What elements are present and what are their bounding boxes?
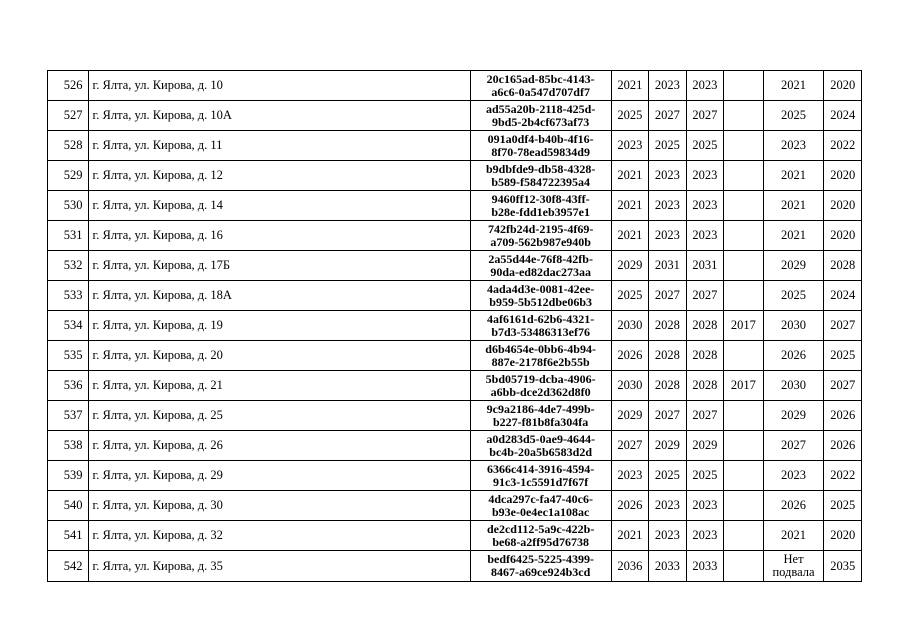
year-cell-y6: 2035 (824, 551, 862, 582)
year-cell-y3: 2028 (686, 371, 724, 401)
year-cell-y4 (724, 521, 764, 551)
year-cell-y2: 2025 (649, 131, 687, 161)
address-cell: г. Ялта, ул. Кирова, д. 16 (88, 221, 470, 251)
year-cell-y2: 2033 (649, 551, 687, 582)
year-cell-y1: 2021 (611, 71, 649, 101)
row-number-cell: 533 (48, 281, 89, 311)
guid-cell (470, 221, 611, 251)
guid-cell (470, 281, 611, 311)
guid-line-2: 887e-2178f6e2b55b (491, 354, 590, 369)
year-cell-y2: 2031 (649, 251, 687, 281)
row-number-cell: 540 (48, 491, 89, 521)
table-row (48, 251, 862, 281)
guid-line-2: a6bb-dce2d362d8f0 (490, 384, 591, 399)
year-cell-y6: 2020 (824, 221, 862, 251)
address-cell: г. Ялта, ул. Кирова, д. 32 (88, 521, 470, 551)
guid-line-2: 8467-a69ce924b3cd (490, 565, 591, 579)
guid-line-1: b9dbfde9-db58-4328- (485, 161, 596, 176)
table-row (48, 311, 862, 341)
guid-line-1: 4af6161d-62b6-4321- (486, 311, 595, 326)
address-cell: г. Ялта, ул. Кирова, д. 10А (88, 101, 470, 131)
year-cell-y1: 2029 (611, 401, 649, 431)
table-row (48, 71, 862, 101)
year-cell-y6: 2026 (824, 401, 862, 431)
year-cell-y2: 2023 (649, 71, 687, 101)
year-cell-y6: 2020 (824, 161, 862, 191)
year-cell-y3: 2027 (686, 101, 724, 131)
address-cell: г. Ялта, ул. Кирова, д. 19 (88, 311, 470, 341)
guid-line-1: a0d283d5-0ae9-4644- (486, 431, 595, 446)
year-cell-y4 (724, 341, 764, 371)
year-cell-y3: 2029 (686, 431, 724, 461)
row-number-cell: 530 (48, 191, 89, 221)
guid-line-1: 6366c414-3916-4594- (486, 461, 595, 476)
address-cell: г. Ялта, ул. Кирова, д. 14 (88, 191, 470, 221)
year-cell-y1: 2021 (611, 521, 649, 551)
year-cell-y2: 2027 (649, 101, 687, 131)
year-cell-y3: 2023 (686, 521, 724, 551)
row-number-cell: 526 (48, 71, 89, 101)
year-cell-y3: 2031 (686, 251, 724, 281)
address-cell: г. Ялта, ул. Кирова, д. 30 (88, 491, 470, 521)
guid-cell (470, 101, 611, 131)
year-cell-y4 (724, 251, 764, 281)
guid-cell (470, 191, 611, 221)
year-cell-y5: 2029 (763, 251, 824, 281)
row-number-cell: 542 (48, 551, 89, 582)
year-cell-y1: 2030 (611, 311, 649, 341)
year-cell-y4 (724, 281, 764, 311)
year-cell-y3: 2025 (686, 461, 724, 491)
guid-cell (470, 551, 611, 582)
year-cell-y6: 2028 (824, 251, 862, 281)
year-cell-y1: 2030 (611, 371, 649, 401)
year-cell-y2: 2027 (649, 281, 687, 311)
guid-line-1: 742fb24d-2195-4f69- (487, 221, 594, 236)
year-cell-y5: 2025 (763, 281, 824, 311)
address-cell: г. Ялта, ул. Кирова, д. 26 (88, 431, 470, 461)
guid-line-1: 5bd05719-dcba-4906- (485, 371, 596, 386)
year-cell-y5: 2023 (763, 131, 824, 161)
year-cell-y5: 2030 (763, 311, 824, 341)
guid-line-1: 2a55d44e-76f8-42fb- (488, 251, 593, 266)
guid-line-2: b7d3-53486313ef76 (491, 324, 590, 339)
year-cell-y4 (724, 191, 764, 221)
year-cell-y5: 2025 (763, 101, 824, 131)
address-cell: г. Ялта, ул. Кирова, д. 10 (88, 71, 470, 101)
year-cell-y3: 2028 (686, 311, 724, 341)
address-cell: г. Ялта, ул. Кирова, д. 20 (88, 341, 470, 371)
year-cell-y3: 2025 (686, 131, 724, 161)
year-cell-y6: 2025 (824, 341, 862, 371)
guid-line-2: 9bd5-2b4cf673af73 (491, 114, 590, 129)
year-cell-y6: 2020 (824, 521, 862, 551)
year-cell-y3: 2027 (686, 401, 724, 431)
year-cell-y2: 2025 (649, 461, 687, 491)
guid-line-2: 8f70-78ead59834d9 (491, 144, 590, 159)
year-cell-y3: 2023 (686, 191, 724, 221)
address-cell: г. Ялта, ул. Кирова, д. 25 (88, 401, 470, 431)
year-cell-y6: 2027 (824, 311, 862, 341)
year-cell-y6: 2024 (824, 281, 862, 311)
guid-cell (470, 371, 611, 401)
year-cell-y3: 2023 (686, 221, 724, 251)
guid-line-2: 90da-ed82dac273aa (490, 264, 591, 279)
address-cell: г. Ялта, ул. Кирова, д. 12 (88, 161, 470, 191)
year-cell-y4 (724, 131, 764, 161)
table-row (48, 101, 862, 131)
year-cell-y6: 2020 (824, 191, 862, 221)
table-row (48, 281, 862, 311)
address-cell: г. Ялта, ул. Кирова, д. 18А (88, 281, 470, 311)
table-row (48, 521, 862, 551)
guid-line-1: d6b4654e-0bb6-4b94- (485, 341, 596, 356)
year-cell-y1: 2027 (611, 431, 649, 461)
year-cell-y1: 2021 (611, 191, 649, 221)
table-row (48, 551, 862, 582)
row-number-cell: 527 (48, 101, 89, 131)
guid-line-2: b227-f81b8fa304fa (492, 414, 589, 429)
year-cell-y4 (724, 101, 764, 131)
year-cell-y1: 2021 (611, 221, 649, 251)
row-number-cell: 529 (48, 161, 89, 191)
year-cell-y1: 2021 (611, 161, 649, 191)
year-cell-y1: 2025 (611, 101, 649, 131)
guid-line-2: a6c6-0a547d707df7 (491, 84, 590, 99)
year-cell-y5: 2021 (763, 191, 824, 221)
year-cell-y4 (724, 401, 764, 431)
guid-line-2: b93e-0e4ec1a108ac (491, 504, 590, 519)
guid-line-1: 9460ff12-30f8-43ff- (491, 191, 590, 206)
housing-table (47, 70, 862, 582)
year-cell-y2: 2023 (649, 491, 687, 521)
year-cell-y5: 2026 (763, 491, 824, 521)
year-cell-y4 (724, 491, 764, 521)
year-cell-y4 (724, 161, 764, 191)
year-cell-y2: 2028 (649, 371, 687, 401)
row-number-cell: 534 (48, 311, 89, 341)
table-row (48, 371, 862, 401)
guid-line-1: bedf6425-5225-4399- (487, 552, 594, 566)
row-number-cell: 535 (48, 341, 89, 371)
address-cell: г. Ялта, ул. Кирова, д. 17Б (88, 251, 470, 281)
year-cell-y4: 2017 (724, 371, 764, 401)
row-number-cell: 541 (48, 521, 89, 551)
year-cell-y1: 2025 (611, 281, 649, 311)
year-cell-y1: 2023 (611, 131, 649, 161)
table-body (48, 71, 862, 582)
table-row (48, 161, 862, 191)
year-cell-y4 (724, 71, 764, 101)
year-cell-y3: 2023 (686, 161, 724, 191)
table-row (48, 131, 862, 161)
row-number-cell: 537 (48, 401, 89, 431)
year-cell-y5: 2030 (763, 371, 824, 401)
year-cell-y5: 2021 (763, 521, 824, 551)
row-number-cell: 531 (48, 221, 89, 251)
guid-cell (470, 161, 611, 191)
guid-line-1: 9c9a2186-4de7-499b- (486, 401, 595, 416)
year-cell-y1: 2026 (611, 341, 649, 371)
year-cell-y3: 2028 (686, 341, 724, 371)
guid-line-1: ad55a20b-2118-425d- (485, 101, 596, 116)
year-cell-y5: 2026 (763, 341, 824, 371)
year-cell-y6: 2020 (824, 71, 862, 101)
year-cell-y5: 2021 (763, 221, 824, 251)
guid-line-2: be68-a2ff95d76738 (492, 534, 589, 549)
table-row (48, 341, 862, 371)
year-cell-y5: 2023 (763, 461, 824, 491)
guid-line-2: b589-f584722395a4 (491, 174, 590, 189)
guid-line-2: 91c3-1c5591d7f67f (492, 474, 589, 489)
year-cell-y3: 2023 (686, 491, 724, 521)
guid-line-1: 4ada4d3e-0081-42ee- (486, 281, 595, 296)
guid-cell (470, 461, 611, 491)
year-cell-y5: Нет подвала (763, 551, 824, 582)
year-cell-y6: 2024 (824, 101, 862, 131)
guid-cell (470, 251, 611, 281)
year-cell-y3: 2033 (686, 551, 724, 582)
table-row (48, 401, 862, 431)
year-cell-y2: 2023 (649, 221, 687, 251)
row-number-cell: 532 (48, 251, 89, 281)
address-cell: г. Ялта, ул. Кирова, д. 11 (88, 131, 470, 161)
year-cell-y3: 2023 (686, 71, 724, 101)
year-cell-y2: 2029 (649, 431, 687, 461)
guid-line-2: bc4b-20a5b6583d2d (489, 444, 592, 459)
guid-line-2: a709-562b987e940b (490, 234, 591, 249)
guid-cell (470, 491, 611, 521)
table-row (48, 221, 862, 251)
year-cell-y4: 2017 (724, 311, 764, 341)
row-number-cell: 538 (48, 431, 89, 461)
year-cell-y5: 2021 (763, 71, 824, 101)
year-cell-y3: 2027 (686, 281, 724, 311)
row-number-cell: 536 (48, 371, 89, 401)
guid-line-1: 4dca297c-fa47-40c6- (488, 491, 593, 506)
guid-line-1: de2cd112-5a9c-422b- (486, 521, 595, 536)
year-cell-y5: 2029 (763, 401, 824, 431)
year-cell-y6: 2027 (824, 371, 862, 401)
year-cell-y2: 2023 (649, 161, 687, 191)
address-cell: г. Ялта, ул. Кирова, д. 35 (88, 551, 470, 582)
year-cell-y4 (724, 221, 764, 251)
guid-cell (470, 71, 611, 101)
year-cell-y2: 2028 (649, 341, 687, 371)
guid-line-1: 20c165ad-85bc-4143- (486, 71, 595, 86)
guid-cell (470, 131, 611, 161)
year-cell-y6: 2022 (824, 131, 862, 161)
year-cell-y2: 2023 (649, 191, 687, 221)
year-cell-y4 (724, 551, 764, 582)
row-number-cell: 539 (48, 461, 89, 491)
year-cell-y2: 2028 (649, 311, 687, 341)
guid-cell (470, 401, 611, 431)
row-number-cell: 528 (48, 131, 89, 161)
year-cell-y4 (724, 431, 764, 461)
year-cell-y6: 2025 (824, 491, 862, 521)
year-cell-y1: 2036 (611, 551, 649, 582)
table-row (48, 191, 862, 221)
guid-line-2: b959-5b512dbe06b3 (489, 294, 592, 309)
year-cell-y2: 2027 (649, 401, 687, 431)
guid-cell (470, 311, 611, 341)
year-cell-y1: 2029 (611, 251, 649, 281)
year-cell-y5: 2021 (763, 161, 824, 191)
year-cell-y2: 2023 (649, 521, 687, 551)
guid-cell (470, 341, 611, 371)
guid-line-1: 091a0df4-b40b-4f16- (487, 131, 594, 146)
year-cell-y5: 2027 (763, 431, 824, 461)
guid-cell (470, 521, 611, 551)
table-row (48, 431, 862, 461)
guid-cell (470, 431, 611, 461)
table-row (48, 491, 862, 521)
table-row (48, 461, 862, 491)
year-cell-y6: 2022 (824, 461, 862, 491)
address-cell: г. Ялта, ул. Кирова, д. 21 (88, 371, 470, 401)
address-cell: г. Ялта, ул. Кирова, д. 29 (88, 461, 470, 491)
year-cell-y1: 2023 (611, 461, 649, 491)
year-cell-y6: 2026 (824, 431, 862, 461)
guid-line-2: b28e-fdd1eb3957e1 (491, 204, 590, 219)
year-cell-y4 (724, 461, 764, 491)
year-cell-y1: 2026 (611, 491, 649, 521)
